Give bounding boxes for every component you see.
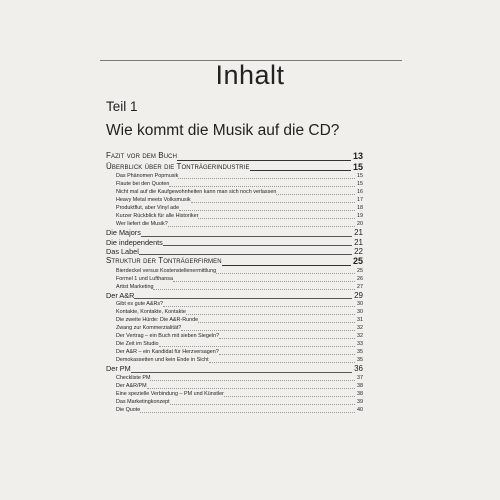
toc-leader-line — [131, 372, 352, 373]
toc-entry-page: 27 — [357, 283, 363, 290]
toc-entry-page: 35 — [357, 349, 363, 356]
toc-entry-page: 40 — [357, 406, 363, 413]
toc-entry — [106, 228, 363, 237]
toc-leader-line — [177, 160, 351, 161]
toc-entry — [106, 356, 363, 364]
toc-entry-label: Die Majors — [106, 228, 141, 238]
toc-leader-line — [159, 346, 355, 347]
toc-entry-page: 37 — [357, 374, 363, 381]
toc-entry — [106, 382, 363, 390]
toc-entry-page: 30 — [357, 301, 363, 308]
toc-leader-line — [219, 354, 355, 355]
toc-entry-page: 32 — [357, 325, 363, 332]
toc-entry — [106, 188, 363, 196]
toc-entry — [106, 180, 363, 188]
toc-entry — [106, 324, 363, 332]
toc-entry-label: Die Quote — [116, 406, 141, 413]
toc-entry-label: Der Vertrag – ein Buch mit sieben Siegeln? — [116, 333, 220, 340]
toc-leader-line — [139, 254, 352, 255]
toc-leader-line — [163, 245, 352, 246]
toc-entry — [106, 204, 363, 212]
toc-entry-label: Checkliste PM — [116, 374, 151, 381]
toc-leader-line — [134, 298, 352, 299]
toc-leader-line — [186, 314, 355, 315]
toc-entry-label: Bierdeckel versus Kostenstellenermittlung — [116, 267, 217, 274]
toc-entry-page: 15 — [352, 161, 363, 172]
toc-leader-line — [198, 218, 355, 219]
toc-entry-page: 30 — [357, 309, 363, 316]
toc-entry-page: 22 — [354, 246, 363, 256]
toc-entry — [106, 256, 363, 267]
toc-entry-page: 36 — [354, 364, 363, 374]
part-label: Teil 1 — [106, 99, 138, 114]
toc-entry-label: Gibt es gute A&Rs? — [116, 301, 164, 308]
toc-entry-label: Fazit vor dem Buch — [106, 151, 178, 160]
toc-entry-label: Der A&R/PM — [116, 382, 147, 389]
toc-entry-label: Der A&R — [106, 290, 135, 300]
toc-leader-line — [179, 210, 355, 211]
toc-entry-page: 39 — [357, 398, 363, 405]
toc-leader-line — [173, 281, 355, 282]
toc-entry — [106, 238, 363, 247]
toc-leader-line — [219, 338, 355, 339]
toc-entry — [106, 247, 363, 256]
toc-entry — [106, 283, 363, 291]
toc-entry-page: 25 — [357, 267, 363, 274]
part-heading: Wie kommt die Musik auf die CD? — [106, 122, 340, 139]
toc-entry-page: 13 — [352, 151, 363, 161]
toc-leader-line — [198, 322, 355, 323]
page-title: Inhalt — [215, 60, 285, 90]
toc-leader-line — [163, 306, 355, 307]
toc-entry — [106, 162, 363, 173]
toc-entry — [106, 390, 363, 398]
toc-entry-page: 33 — [357, 341, 363, 348]
toc-entry — [106, 291, 363, 300]
toc-entry-label: Formel 1 und Lufthansa — [116, 275, 173, 282]
toc-entry-page: 35 — [357, 357, 363, 364]
toc-entry-label: Die Zeit im Studio — [116, 341, 159, 348]
toc-leader-line — [216, 273, 355, 274]
toc-entry-label: Kurzer Rückblick für alle Historiker — [116, 213, 199, 220]
toc-leader-line — [191, 202, 355, 203]
toc-entry-label: Demokassetten und kein Ende in Sicht — [116, 357, 209, 364]
toc-entry-page: 19 — [357, 213, 363, 220]
toc-entry-page: 21 — [354, 237, 363, 247]
toc-entry-page: 15 — [357, 181, 363, 188]
toc-entry — [106, 275, 363, 283]
toc-entry-page: 31 — [357, 317, 363, 324]
toc-leader-line — [153, 289, 355, 290]
toc-entry-label: Das Marketingkonzept — [116, 398, 170, 405]
toc-leader-line — [141, 236, 352, 237]
toc-leader-line — [147, 388, 355, 389]
toc-entry-label: Die zweite Hürde: Die A&R-Runde — [116, 317, 199, 324]
toc-entry-label: Das Label — [106, 246, 139, 256]
toc-leader-line — [224, 396, 355, 397]
toc-entry — [106, 300, 363, 308]
toc-entry — [106, 340, 363, 348]
toc-entry-label: Der PM — [106, 364, 131, 374]
toc-entry — [106, 220, 363, 228]
toc-entry-page: 18 — [357, 205, 363, 212]
toc-entry — [106, 348, 363, 356]
toc-entry-label: Produktflut, aber Vinyl ade — [116, 205, 180, 212]
toc-entry-label: Wer liefert die Musik? — [116, 221, 168, 228]
toc-leader-line — [150, 380, 355, 381]
toc-entry — [106, 196, 363, 204]
toc-entry — [106, 212, 363, 220]
toc-leader-line — [222, 265, 351, 266]
toc-entry-page: 20 — [357, 221, 363, 228]
toc-leader-line — [168, 226, 355, 227]
toc-leader-line — [170, 404, 355, 405]
toc-entry — [106, 398, 363, 406]
toc-entry-label: Heavy Metal meets Volksmusik — [116, 197, 191, 204]
toc-leader-line — [181, 330, 355, 331]
toc-entry-page: 15 — [357, 173, 363, 180]
toc-leader-line — [178, 178, 355, 179]
toc-entry — [106, 151, 363, 162]
toc-entry — [106, 364, 363, 373]
toc-entry-page: 21 — [354, 228, 363, 238]
toc-entry — [106, 332, 363, 340]
toc-entry-label: Kontakte, Kontakte, Kontakte — [116, 309, 186, 316]
toc-entry-page: 16 — [357, 189, 363, 196]
toc-entry-page: 32 — [357, 333, 363, 340]
toc-entry-page: 29 — [354, 290, 363, 300]
toc-entry-label: Zwang zur Kommerzialität? — [116, 325, 182, 332]
table-of-contents — [106, 151, 363, 414]
toc-leader-line — [140, 412, 355, 413]
toc-leader-line — [209, 362, 355, 363]
toc-entry-page: 38 — [357, 390, 363, 397]
toc-entry-label: Der A&R – ein Kandidat für Herzversagen? — [116, 349, 219, 356]
toc-entry-label: Nicht mal auf die Kaufgewohnheiten kann man sich noch verlassen — [116, 189, 277, 196]
toc-entry-page: 17 — [357, 197, 363, 204]
toc-entry-label: Flaute bei den Quoten — [116, 181, 170, 188]
toc-entry-page: 26 — [357, 275, 363, 282]
toc-entry-label: Struktur der Tonträgerfirmen — [106, 256, 222, 266]
toc-entry — [106, 267, 363, 275]
toc-entry — [106, 374, 363, 382]
toc-entry-label: Die independents — [106, 237, 163, 247]
toc-entry — [106, 308, 363, 316]
toc-entry — [106, 316, 363, 324]
toc-leader-line — [169, 186, 355, 187]
toc-leader-line — [250, 170, 351, 171]
toc-entry-page: 38 — [357, 382, 363, 389]
toc-leader-line — [276, 194, 355, 195]
toc-entry — [106, 172, 363, 180]
toc-entry-label: Das Phänomen Popmusik — [116, 173, 179, 180]
toc-entry-label: Artist Marketing — [116, 283, 154, 290]
toc-entry — [106, 406, 363, 414]
toc-entry-label: Eine spezielle Verbindung – PM und Künstler — [116, 390, 224, 397]
toc-entry-page: 25 — [352, 256, 363, 267]
toc-entry-label: Überblick über die Tonträgerindustrie — [106, 161, 250, 171]
